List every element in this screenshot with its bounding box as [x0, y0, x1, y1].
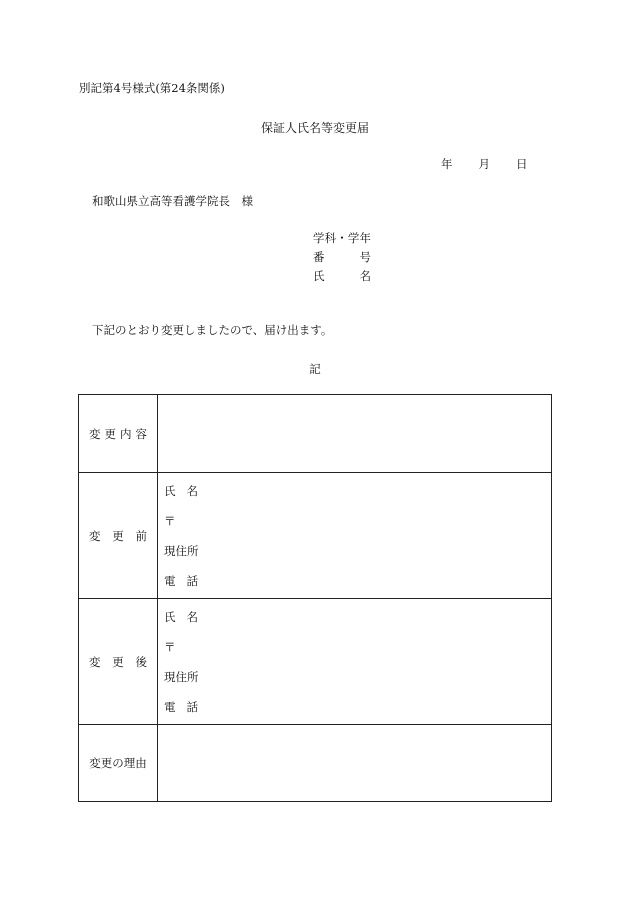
table-row-after: [79, 599, 552, 725]
signer-name-row: [313, 268, 371, 284]
content-label: 変更内容: [89, 426, 147, 441]
signer-name-label: 氏 名: [313, 269, 371, 283]
table-row-content: [79, 395, 552, 473]
after-label-cell: [79, 599, 158, 725]
reason-label: 変更の理由: [89, 756, 147, 770]
before-address-label: 現住所: [164, 543, 199, 558]
document-title: 保証人氏名等変更届: [260, 121, 369, 135]
before-value-cell[interactable]: [158, 473, 552, 599]
signer-dept-label: 学科・学年: [313, 231, 371, 245]
after-name-label: 氏名: [164, 609, 198, 624]
signer-dept-row: [313, 230, 371, 246]
content-value-cell[interactable]: [158, 395, 552, 473]
ki-heading: 記: [309, 362, 321, 376]
before-label-cell: [79, 473, 158, 599]
date-month: 月: [478, 157, 490, 171]
after-value-cell[interactable]: [158, 599, 552, 725]
before-label: 変更前: [89, 528, 147, 543]
after-label: 変更後: [89, 654, 147, 669]
before-name-label: 氏名: [164, 483, 198, 498]
table-row-reason: [79, 725, 552, 802]
before-phone-label: 電話: [164, 573, 198, 588]
after-phone-label: 電話: [164, 699, 198, 714]
change-table: [78, 394, 552, 802]
reason-label-cell: [79, 725, 158, 802]
date-day: 日: [516, 157, 528, 171]
signer-number-row: [313, 249, 371, 265]
date-line: [441, 156, 528, 172]
form-number-label: 別記第4号様式(第24条関係): [79, 81, 225, 95]
after-address-label: 現住所: [164, 669, 199, 684]
reason-value-cell[interactable]: [158, 725, 552, 802]
intro-text: 下記のとおり変更しましたので、届け出ます。: [92, 323, 333, 337]
addressee: 和歌山県立高等看護学院長 様: [92, 194, 253, 208]
after-postal-label: 〒: [164, 639, 176, 654]
table-row-before: [79, 473, 552, 599]
content-label-cell: [79, 395, 158, 473]
date-year: 年: [441, 157, 453, 171]
before-postal-label: 〒: [164, 513, 176, 528]
signer-number-label: 番 号: [313, 250, 371, 264]
